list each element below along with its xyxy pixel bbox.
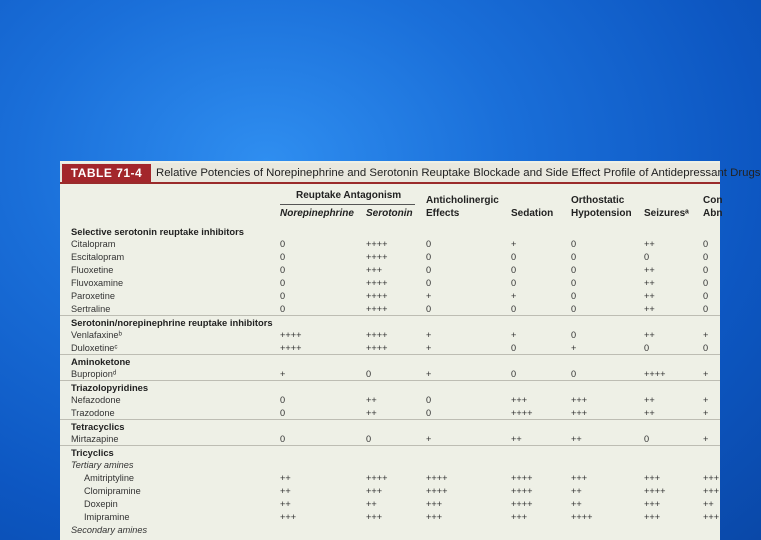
table-cell: ++++ [366,343,388,353]
table-cell: 0 [703,343,709,353]
table-cell: 0 [511,304,517,314]
table-cell: 0 [366,434,372,444]
table-cell: ++ [644,304,655,314]
table-row [60,329,720,342]
table-cell: +++ [426,512,443,522]
table-row [60,511,720,524]
subcategory-row [60,459,720,472]
table-cell: ++ [280,499,291,509]
table-cell: ++ [280,473,291,483]
table-cell: 0 [280,265,286,275]
category-row [60,316,720,329]
table-title-bar [60,163,761,184]
table-cell: +++ [426,499,443,509]
column-header-line2: Sedation [511,208,554,219]
row-label: Citalopram [71,239,116,249]
table-cell: 0 [511,278,517,288]
table-cell: 0 [280,408,286,418]
row-label: Tetracyclics [71,421,125,432]
table-cell: +++ [511,395,528,405]
table-cell: + [426,330,432,340]
table-cell: 0 [511,265,517,275]
table-cell: +++ [280,512,297,522]
table-cell: ++++ [571,512,593,522]
table-cell: ++ [571,486,582,496]
table-cell: 0 [571,330,577,340]
table-cell: ++ [571,499,582,509]
group-header-rule [280,204,415,205]
table-cell: 0 [571,252,577,262]
table-cell: ++++ [366,473,388,483]
table-row [60,238,720,251]
table-cell: 0 [511,252,517,262]
table-row [60,251,720,264]
table-cell: ++++ [426,473,448,483]
table-cell: ++++ [366,330,388,340]
table-cell: ++++ [511,408,533,418]
row-label: Secondary amines [71,525,148,535]
table-cell: ++++ [644,486,666,496]
table-cell: + [703,395,709,405]
row-label: Fluoxetine [71,265,114,275]
row-label: Serotonin/norepinephrine reuptake inhibitors [71,317,273,328]
table-cell: ++++ [426,486,448,496]
table-cell: ++ [644,330,655,340]
table-cell: 0 [703,252,709,262]
table-cell: +++ [644,473,661,483]
column-header-line2: Hypotension [571,208,632,219]
table-cell: 0 [571,369,577,379]
table-cell: 0 [280,395,286,405]
table-cell: 0 [426,252,432,262]
row-label: Amitriptyline [84,473,135,483]
table-cell: 0 [703,291,709,301]
table-cell: ++++ [366,291,388,301]
row-label: Venlafaxineᵇ [71,330,122,340]
table-cell: + [511,239,517,249]
row-label: Escitalopram [71,252,125,262]
row-label: Fluvoxamine [71,278,124,288]
table-cell: 0 [426,395,432,405]
column-header-line2: Norepinephrine [280,208,354,219]
table-cell: ++ [280,486,291,496]
table-cell: ++++ [366,304,388,314]
row-label: Duloxetineᶜ [71,343,118,353]
table-row [60,394,720,407]
table-cell: 0 [280,239,286,249]
table-row [60,472,720,485]
table-cell: 0 [571,239,577,249]
table-cell: 0 [703,278,709,288]
table-row [60,277,720,290]
row-label: Nefazodone [71,395,121,405]
table-cell: ++++ [511,486,533,496]
column-header-line2: Serotonin [366,208,413,219]
table-cell: ++ [644,291,655,301]
row-label: Trazodone [71,408,115,418]
table-cell: + [511,291,517,301]
column-header-line2: Effects [426,208,460,219]
table-cell: 0 [280,304,286,314]
category-row [60,225,720,238]
table-cell: 0 [644,343,650,353]
table-cell: +++ [511,512,528,522]
table-cell: +++ [571,473,588,483]
table-cell: + [511,330,517,340]
table-cell: ++ [644,278,655,288]
table-row [60,485,720,498]
table-cell: 0 [366,369,372,379]
column-header-line1: Anticholinergic [426,195,499,206]
table-cell: 0 [511,343,517,353]
table-cell: 0 [571,291,577,301]
table-cell: +++ [571,408,588,418]
table-cell: + [703,330,709,340]
table-cell: +++ [366,265,383,275]
table-cell: ++ [644,239,655,249]
column-header-line2: Seizuresᵃ [644,208,689,219]
table-cell: +++ [644,512,661,522]
category-row [60,420,720,433]
table-cell: ++ [366,395,377,405]
table-cell: +++ [644,499,661,509]
row-label: Aminoketone [71,356,131,367]
table-cell: ++ [703,499,714,509]
table-cell: 0 [511,369,517,379]
row-label: Clomipramine [84,486,141,496]
table-cell: + [280,369,286,379]
column-header-line1: Orthostatic [571,195,625,206]
table-cell: 0 [426,239,432,249]
column-header-line2: Abn [703,208,723,219]
table-cell: +++ [703,512,720,522]
row-label: Sertraline [71,304,111,314]
table-cell: +++ [703,486,720,496]
table-cell: 0 [571,265,577,275]
table-cell: 0 [703,304,709,314]
table-cell: + [703,408,709,418]
table-cell: 0 [426,278,432,288]
table-cell: ++ [644,395,655,405]
table-number-label: TABLE 71-4 [62,164,151,182]
table-cell: + [426,369,432,379]
table-cell: ++++ [511,473,533,483]
row-label: Tricyclics [71,447,114,458]
table-cell: + [426,434,432,444]
row-label: Bupropionᵈ [71,369,117,379]
table-row [60,498,720,511]
table-cell: +++ [366,486,383,496]
table-cell: ++++ [366,278,388,288]
table-cell: +++ [571,395,588,405]
row-label: Imipramine [84,512,130,522]
table-cell: ++ [511,434,522,444]
table-cell: 0 [280,291,286,301]
table-cell: ++ [644,265,655,275]
row-label: Mirtazapine [71,434,119,444]
table-cell: ++++ [366,239,388,249]
table-cell: 0 [703,239,709,249]
table-cell: ++++ [280,330,302,340]
row-label: Selective serotonin reuptake inhibitors [71,226,244,237]
category-row [60,381,720,394]
table-cell: + [703,434,709,444]
table-cell: ++++ [644,369,666,379]
table-cell: 0 [426,408,432,418]
row-label: Tertiary amines [71,460,134,470]
row-label: Doxepin [84,499,118,509]
table-cell: ++ [571,434,582,444]
table-row [60,290,720,303]
table-cell: ++++ [366,252,388,262]
table-cell: 0 [644,252,650,262]
table-cell: + [426,291,432,301]
document-page [60,161,761,540]
table-title: Relative Potencies of Norepinephrine and Serotonin Reuptake Blockade and Side Effect Profile of Antidepressant Drugs [156,167,761,179]
table-cell: ++ [644,408,655,418]
table-cell: ++ [366,499,377,509]
row-label: Paroxetine [71,291,115,301]
table-cell: ++++ [280,343,302,353]
table-cell: 0 [426,304,432,314]
table-row [60,264,720,277]
table-cell: + [703,369,709,379]
table-cell: + [426,343,432,353]
table-cell: 0 [426,265,432,275]
table-cell: +++ [703,473,720,483]
table-cell: + [571,343,577,353]
group-header-reuptake: Reuptake Antagonism [296,190,402,201]
table-cell: ++++ [511,499,533,509]
subcategory-row [60,524,720,537]
table-cell: +++ [366,512,383,522]
table-cell: 0 [280,434,286,444]
table-cell: 0 [571,278,577,288]
table-cell: 0 [644,434,650,444]
table-cell: 0 [280,252,286,262]
table-cell: 0 [280,278,286,288]
category-row [60,446,720,459]
column-header-line1: Con [703,195,723,206]
category-row [60,355,720,368]
table-cell: 0 [571,304,577,314]
row-label: Triazolopyridines [71,382,149,393]
table-cell: 0 [703,265,709,275]
table-cell: ++ [366,408,377,418]
